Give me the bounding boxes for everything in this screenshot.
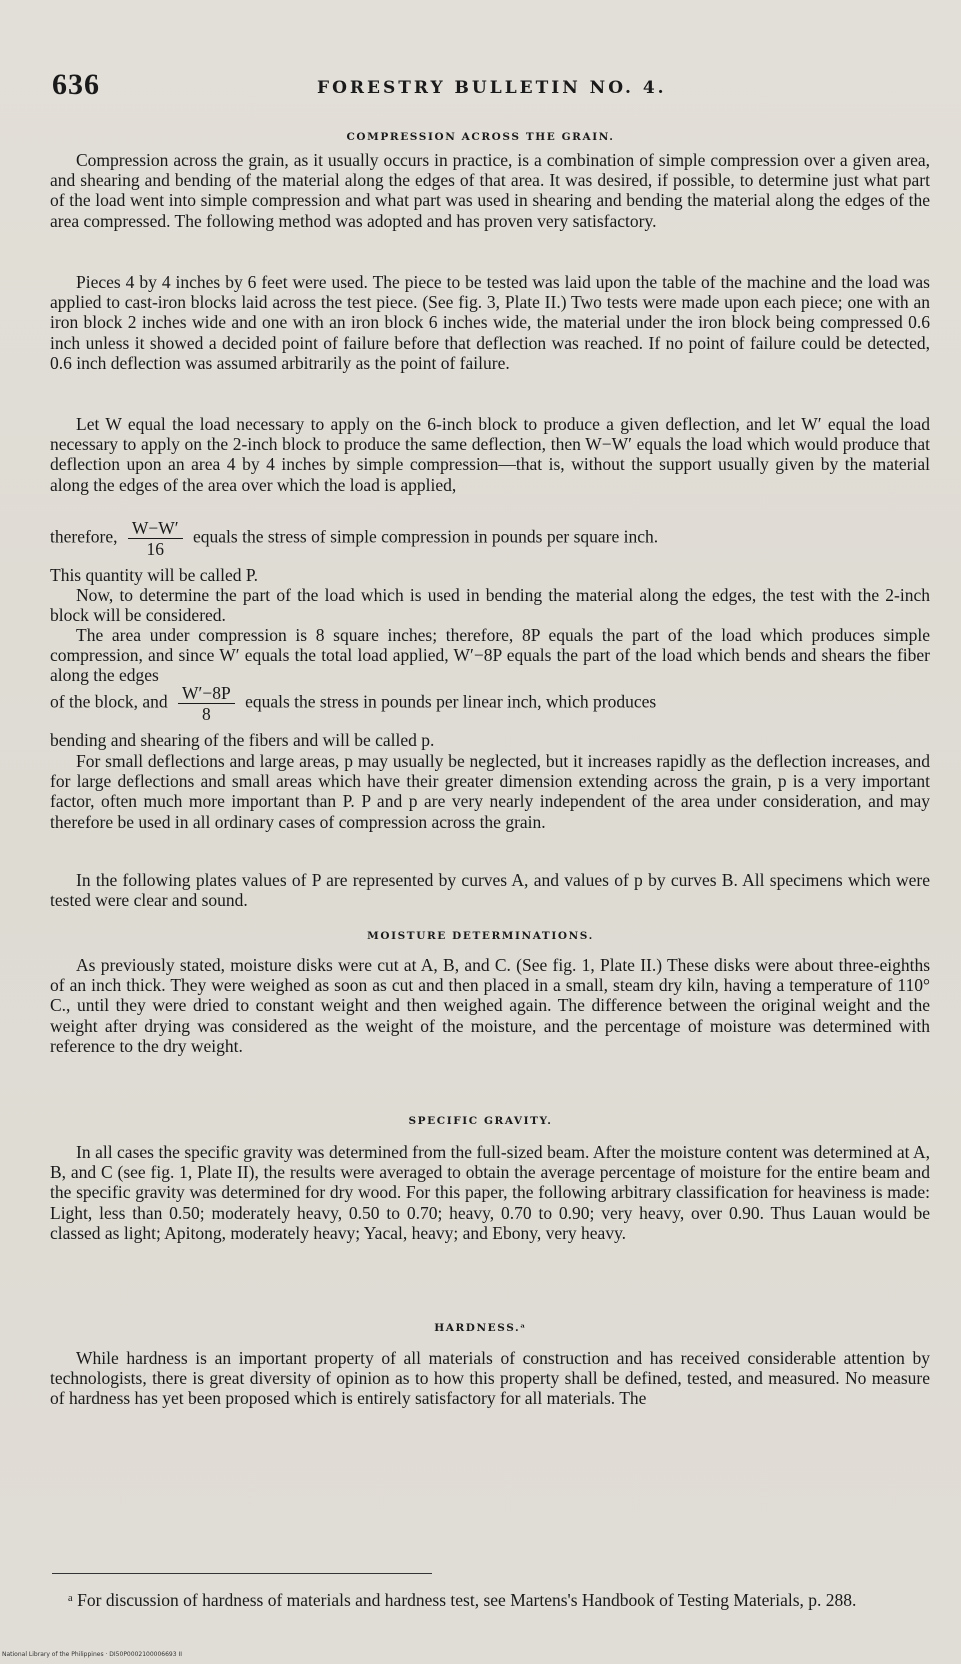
fraction-denominator: 16 [146, 539, 165, 559]
equation-line [50, 518, 930, 559]
scan-footer: National Library of the Philippines · DI50P0002100006693 II [2, 1651, 183, 1658]
equation-prefix: therefore, [50, 526, 118, 547]
fraction-numerator: W′−8P [178, 683, 235, 704]
footnote: ᵃ For discussion of hardness of materials and hardness test, see Martens's Handbook of Testing Materials, p. 288. [68, 1590, 857, 1610]
paragraph: In the following plates values of P are represented by curves A, and values of p by curves B. All specimens which were tested were clear and sound. [50, 870, 930, 911]
paragraph: As previously stated, moisture disks were cut at A, B, and C. (See fig. 1, Plate II.) These disks were about three-eighths of an inch thick. They were weighed as soon as cut and then placed in a small, steam dry kiln, having a temperature of 110° C., until they were dried to constant weight and then weighed again. The difference between the original weight and the weight after drying was considered as the weight of the moisture, and the percentage of moisture was determined with reference to the dry weight. [50, 955, 930, 1056]
page-number: 636 [52, 68, 100, 101]
paragraph: In all cases the specific gravity was determined from the full-sized beam. After the moisture content was determined at A, B, and C (see fig. 1, Plate II), the results were averaged to obtain the average percentage of moisture for the entire beam and the specific gravity was determined for dry wood. For this paper, the following arbitrary classification for heaviness is made: Light, less than 0.50; moderately heavy, 0.50 to 0.70; heavy, 0.70 to 0.90; very heavy, over 0.90. Thus Lauan would be classed as light; Apitong, moderately heavy; Yacal, heavy; and Ebony, very heavy. [50, 1142, 930, 1243]
paragraph: Now, to determine the part of the load which is used in bending the material along the edges, the test with the 2-inch block will be considered. [50, 585, 930, 626]
page-header [52, 68, 912, 108]
section-title-specific-gravity: SPECIFIC GRAVITY. [408, 1115, 553, 1127]
paragraph: Compression across the grain, as it usually occurs in practice, is a combination of simple compression over a given area, and shearing and bending of the material along the edges of that area. It was desired, if possible, to determine just what part of the load went into simple compression and what part was used in shearing and bending the material along the edges of the area compressed. The following method was adopted and has proven very satisfactory. [50, 150, 930, 231]
section-title-hardness: HARDNESS.ᵃ [434, 1322, 527, 1334]
paragraph: bending and shearing of the fibers and will be called p. [50, 730, 435, 750]
fraction-numerator: W−W′ [128, 518, 183, 539]
fraction [178, 683, 235, 724]
paragraph: Pieces 4 by 4 inches by 6 feet were used. The piece to be tested was laid upon the table of the machine and the load was applied to cast-iron blocks laid across the test piece. (See fig. 3, Plate II.) Two tests were made upon each piece; one with an iron block 2 inches wide and one with an iron block 6 inches wide, the material under the iron block being compressed 0.6 inch unless it showed a decided point of failure before that deflection was reached. If no point of failure could be detected, 0.6 inch deflection was assumed arbitrarily as the point of failure. [50, 272, 930, 373]
running-title: FORESTRY BULLETIN NO. 4. [317, 78, 667, 98]
fraction [128, 518, 183, 559]
paragraph: Let W equal the load necessary to apply on the 6-inch block to produce a given deflection, and let W′ equal the load necessary to apply on the 2-inch block to produce the same deflection, then W−W′ equals the load which would produce that deflection upon an area 4 by 4 inches by simple compression—that is, without the support usually given by the material along the edges of the area over which the load is applied, [50, 414, 930, 495]
paragraph: While hardness is an important property of all materials of construction and has received considerable attention by technologists, there is great diversity of opinion as to how this property shall be defined, tested, and measured. No measure of hardness has yet been proposed which is entirely satisfactory for all materials. The [50, 1348, 930, 1409]
equation-suffix: equals the stress in pounds per linear inch, which produces [245, 691, 657, 712]
equation-prefix: of the block, and [50, 691, 168, 712]
footnote-rule [52, 1573, 432, 1574]
paragraph: The area under compression is 8 square inches; therefore, 8P equals the part of the load which produces simple compression, and since W′ equals the total load applied, W′−8P equals the part of the load which bends and shears the fiber along the edges [50, 625, 930, 686]
paragraph: This quantity will be called P. [50, 565, 259, 585]
section-title-compression: COMPRESSION ACROSS THE GRAIN. [346, 131, 615, 143]
equation-line [50, 683, 930, 724]
equation-suffix: equals the stress of simple compression in pounds per square inch. [193, 526, 659, 547]
section-title-moisture: MOISTURE DETERMINATIONS. [367, 930, 594, 942]
fraction-denominator: 8 [201, 704, 211, 724]
paragraph: For small deflections and large areas, p may usually be neglected, but it increases rapidly as the deflection increases, and for large deflections and small areas which have their greater dimension extending across the grain, p is a very important factor, often much more important than P. P and p are very nearly independent of the area under consideration, and may therefore be used in all ordinary cases of compression across the grain. [50, 751, 930, 832]
